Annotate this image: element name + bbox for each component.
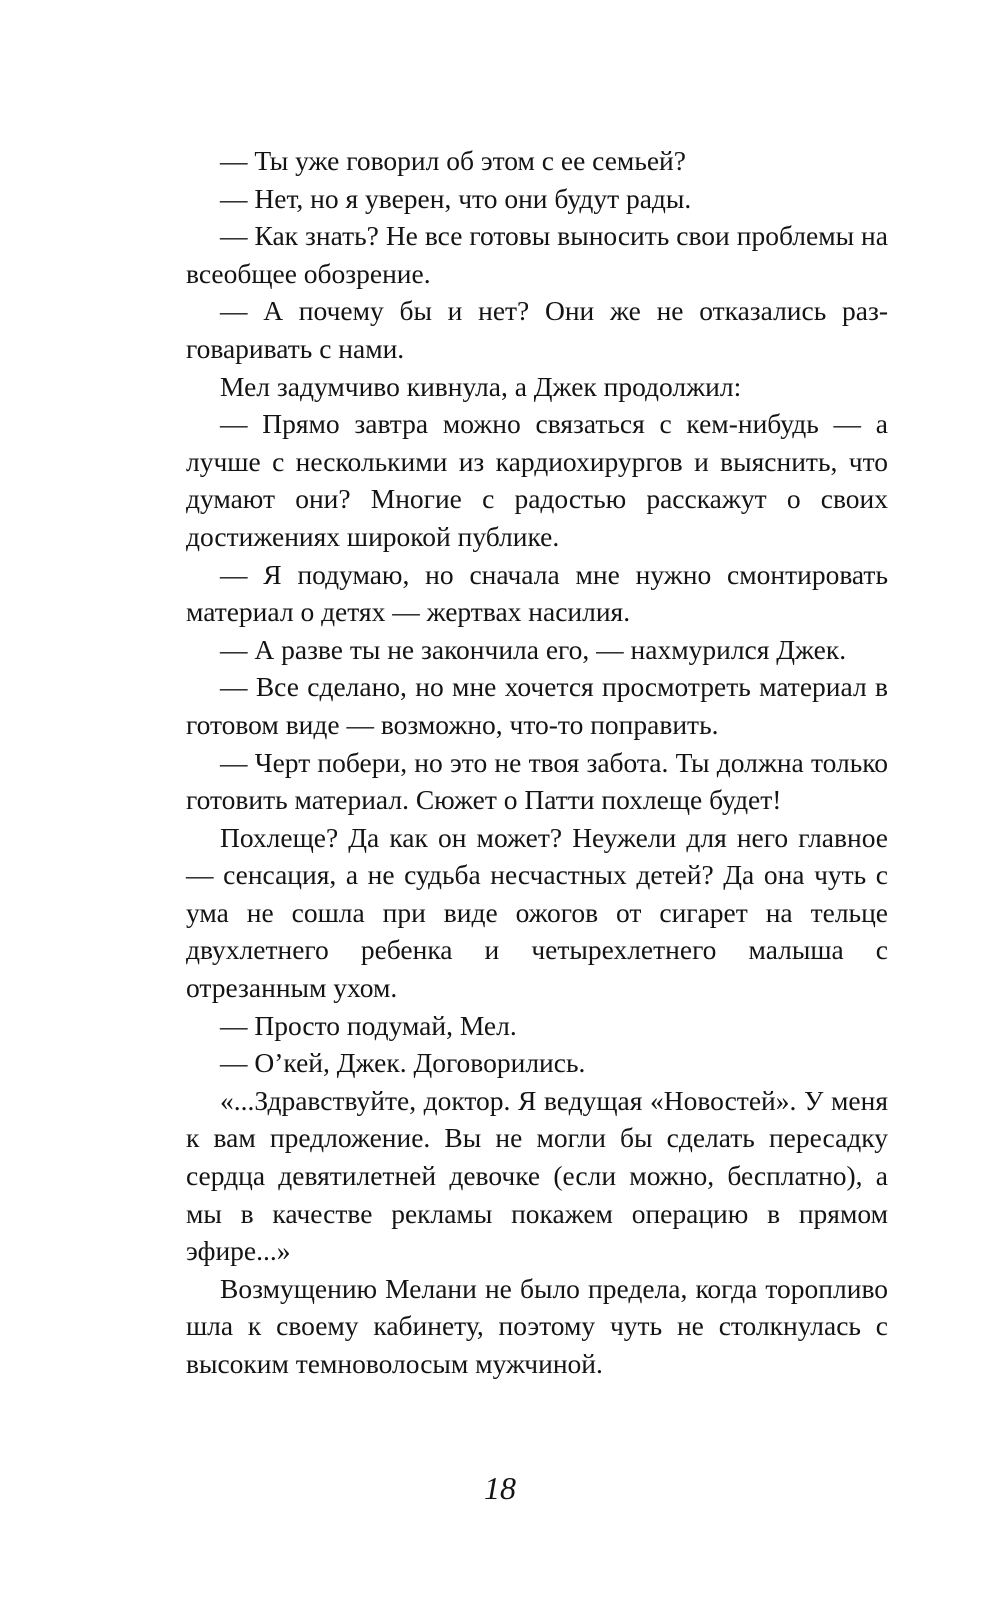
paragraph-8: — А разве ты не закончила его, — нахмурился Джек.: [220, 633, 847, 665]
paragraph-4: — А почему бы и нет? Они же не отказались разговаривать с нами.: [186, 295, 888, 364]
paragraph-1: — Ты уже говорил об этом с ее семьей?: [220, 145, 686, 176]
paragraph-9: — Все сделано, но мне хочется просмотреть материал в готовом виде — возможно, что-то поправить.: [186, 671, 888, 740]
paragraph-15: Возмущению Мелани не было предела, когда торопливо шла к своему кабинету, поэтому чуть не столкнулась с высоким темноволосым мужчиной.: [186, 1272, 888, 1379]
paragraph-12: — Просто подумай, Мел.: [220, 1009, 517, 1041]
paragraph-6: — Прямо завтра можно связаться с кем-нибудь — а лучше с несколькими из кардиохирургов и выяснить, что думают они? Многие с радостью расскажут о своих достижениях широкой публике.: [186, 408, 888, 552]
paragraph-3: — Как знать? Не все готовы выносить свои проблемы на всеобщее обозрение.: [186, 220, 888, 289]
paragraph-10: — Черт побери, но это не твоя забота. Ты должна только готовить материал. Сюжет о Патти похлеще будет!: [186, 746, 888, 816]
paragraph-14: «...Здравствуйте, доктор. Я ведущая «Новостей». У меня к вам предложение. Вы не могли бы сделать пересадку сердца девятилетней девочке (если можно, бесплатно), а мы в качестве рекламы покажем операцию в прямом эфире...»: [186, 1084, 888, 1267]
page-number: 18: [484, 1470, 516, 1506]
paragraph-7: — Я подумаю, но сначала мне нужно смонтировать материал о детях — жертвах насилия.: [186, 558, 888, 628]
paragraph-2: — Нет, но я уверен, что они будут рады.: [220, 182, 692, 214]
body-text: [186, 142, 888, 1383]
paragraph-11: Похлеще? Да как он может? Неужели для него главное — сенсация, а не судьба несчастных детей? Да она чуть с ума не сошла при виде ожогов от сигарет на тельце двухлетнего ребенка и четырехлетнего малыша с отрезанным ухом.: [186, 821, 888, 1004]
paragraph-13: — О’кей, Джек. Договорились.: [220, 1047, 586, 1079]
paragraph-5: Мел задумчиво кивнула, а Джек продолжил:: [220, 370, 742, 402]
